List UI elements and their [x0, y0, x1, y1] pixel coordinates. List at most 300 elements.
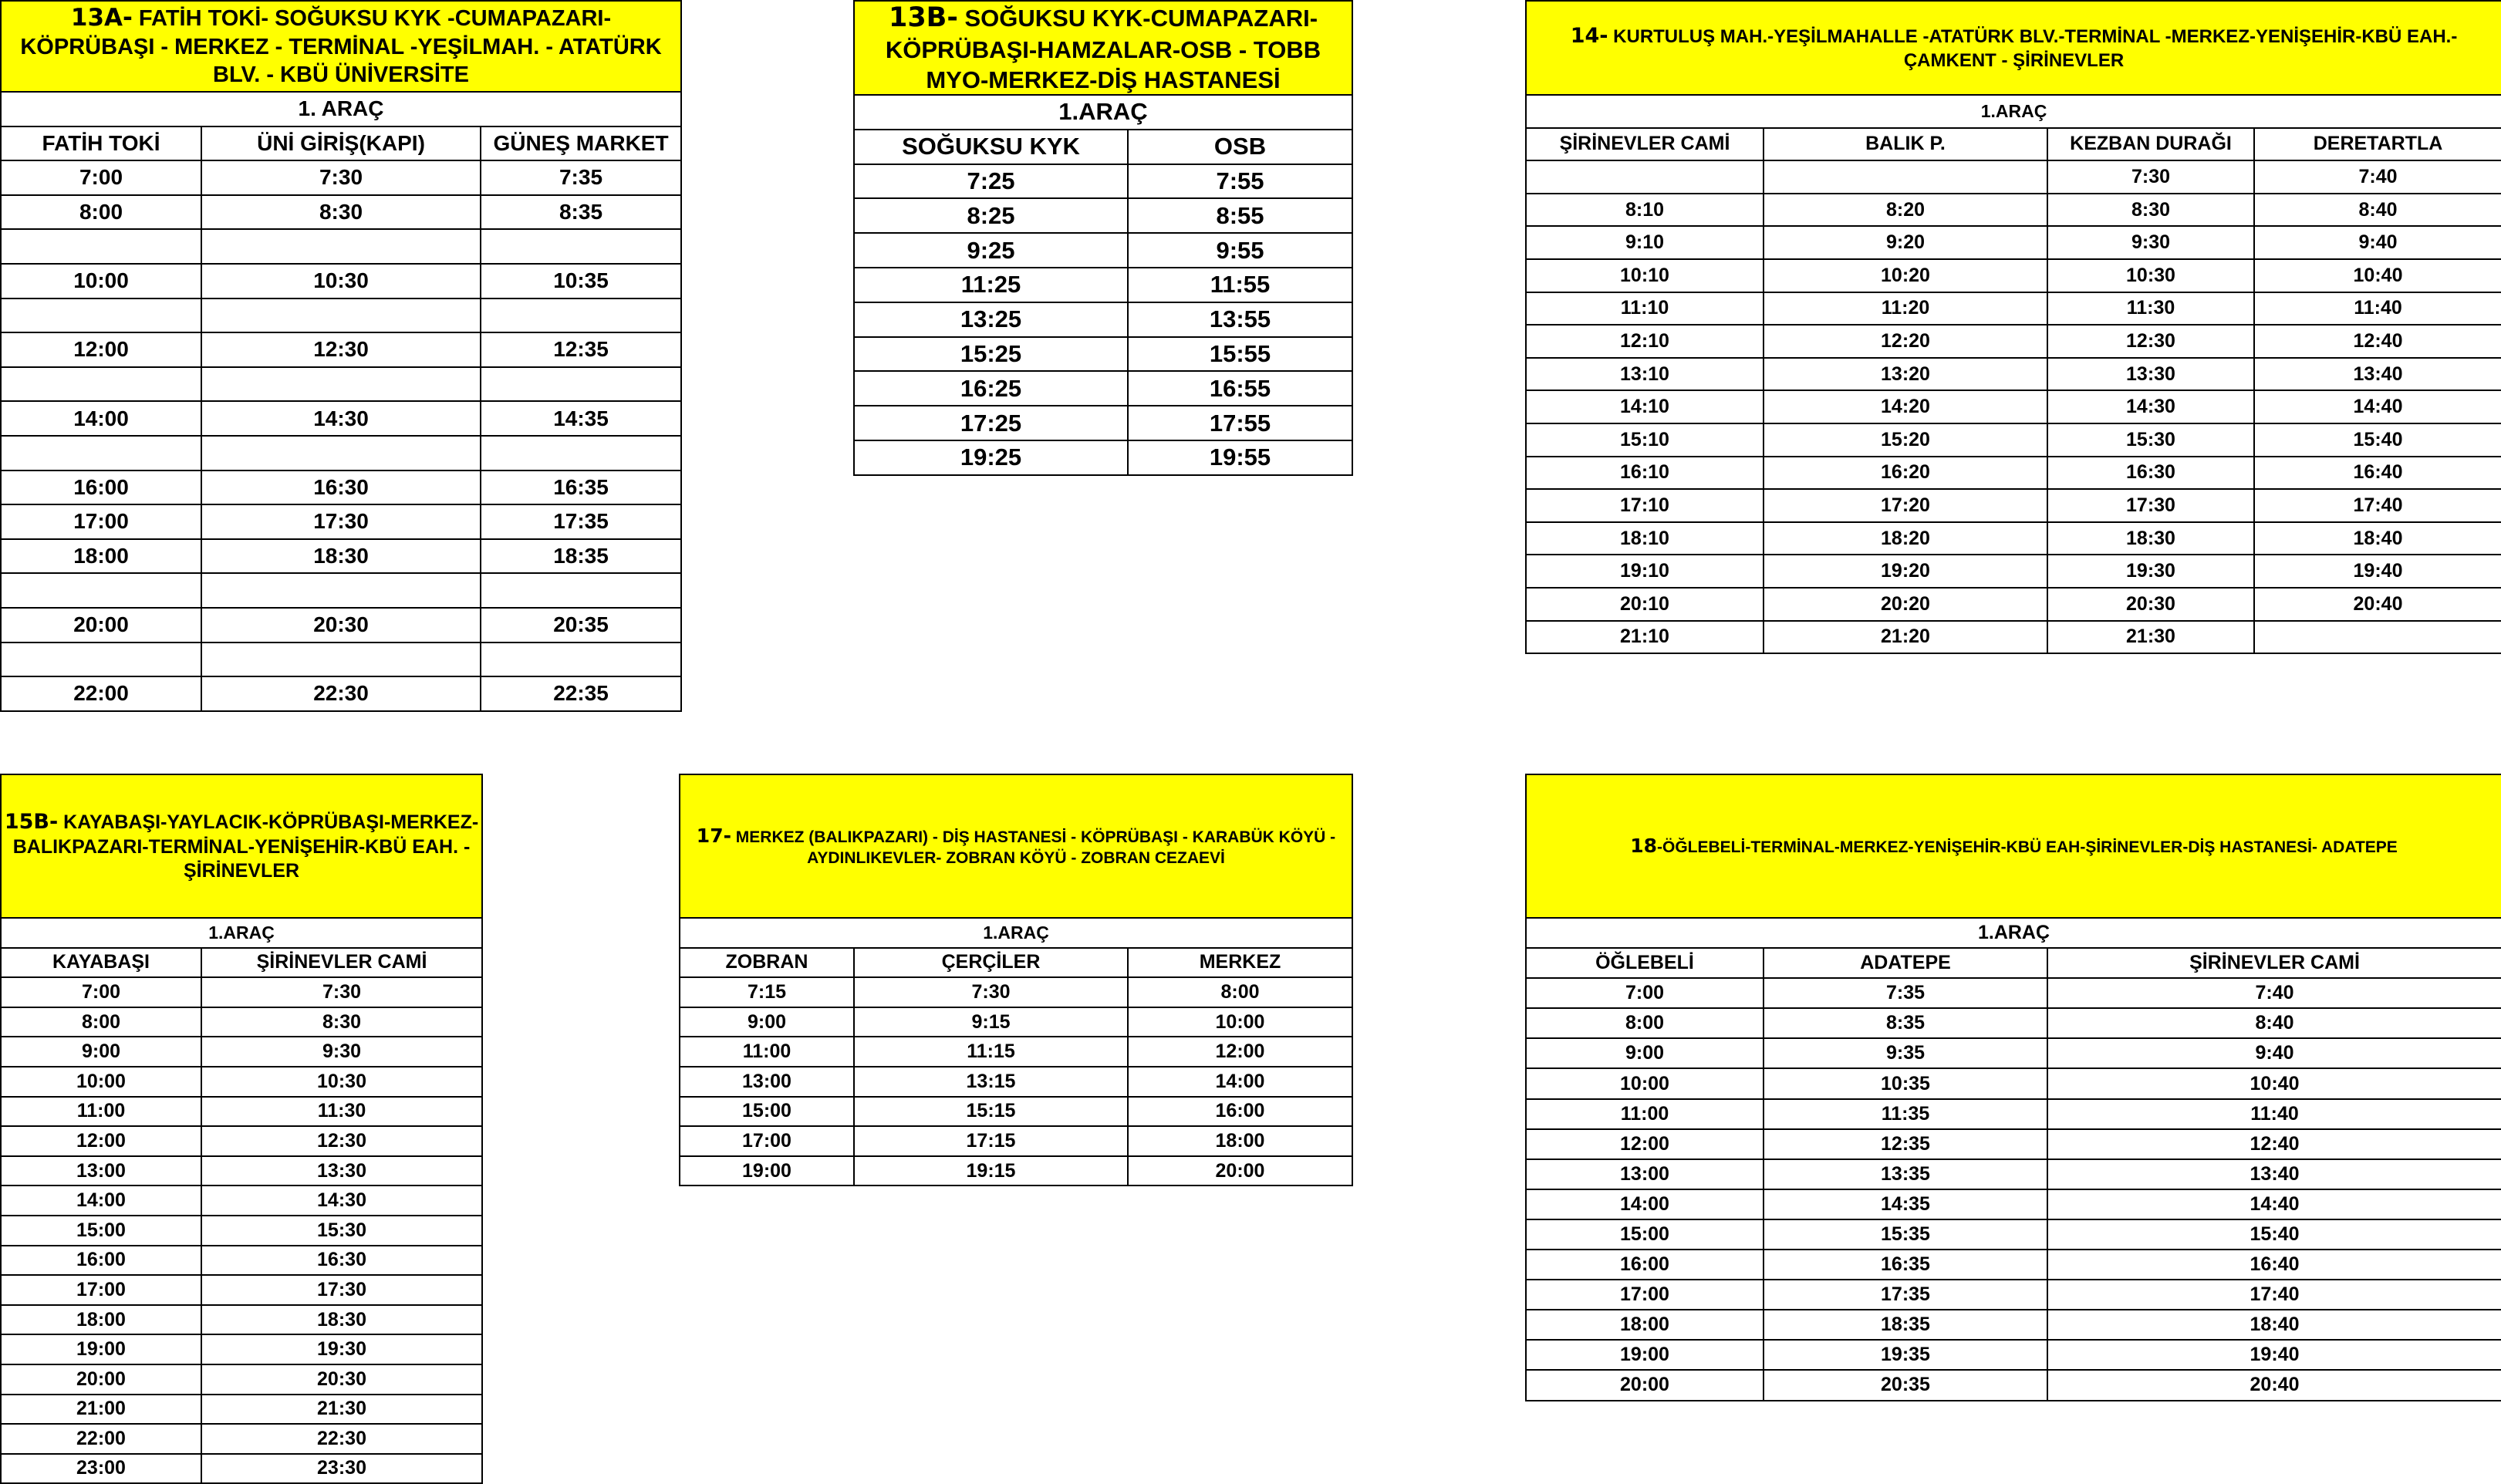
time-cell: 9:30	[2047, 226, 2254, 259]
time-cell: 8:25	[854, 198, 1128, 233]
time-cell	[201, 229, 481, 264]
time-cell: 19:00	[680, 1156, 854, 1186]
time-cell: 7:40	[2047, 978, 2501, 1008]
time-cell	[1, 643, 201, 677]
route-title	[1, 1, 681, 92]
time-cell: 9:25	[854, 233, 1128, 268]
time-cell: 18:30	[201, 539, 481, 574]
table-row	[854, 337, 1352, 372]
time-cell: 21:30	[201, 1395, 482, 1425]
time-cell: 19:30	[201, 1334, 482, 1364]
time-cell: 9:00	[1526, 1038, 1764, 1068]
time-cell: 14:00	[1, 401, 201, 436]
column-header: ÖĞLEBELİ	[1526, 948, 1764, 978]
table-row	[680, 1067, 1352, 1097]
time-cell	[1, 298, 201, 333]
table-row	[854, 406, 1352, 440]
table-row	[1, 298, 681, 333]
route-stops: -ÖĞLEBELİ-TERMİNAL-MERKEZ-YENİŞEHİR-KBÜ EAH-ŞİRİNEVLER-DİŞ HASTANESİ- ADATEPE	[1657, 838, 2398, 857]
time-cell: 13:10	[1526, 358, 1764, 391]
time-cell: 9:00	[1, 1037, 201, 1067]
route-stops: FATİH TOKİ- SOĞUKSU KYK -CUMAPAZARI- KÖPRÜBAŞI - MERKEZ - TERMİNAL -YEŞİLMAH. - ATATÜRK BLV. - KBÜ ÜNİVERSİTE	[20, 6, 662, 88]
schedule-table	[1525, 0, 2501, 654]
time-cell: 16:35	[481, 470, 681, 505]
time-cell: 16:30	[2047, 457, 2254, 490]
table-row	[1, 436, 681, 470]
time-cell: 13:00	[1526, 1159, 1764, 1189]
time-cell: 8:35	[481, 195, 681, 230]
time-cell	[1764, 160, 2047, 194]
time-cell: 13:25	[854, 302, 1128, 337]
table-row	[1526, 522, 2501, 555]
time-cell: 21:30	[2047, 621, 2254, 654]
time-cell: 12:10	[1526, 325, 1764, 358]
time-cell: 12:35	[481, 332, 681, 367]
time-cell: 19:25	[854, 440, 1128, 475]
schedule-13b	[853, 0, 1352, 476]
time-cell: 10:35	[481, 264, 681, 298]
time-cell: 14:35	[1764, 1189, 2047, 1219]
time-cell: 10:00	[1526, 1068, 1764, 1098]
time-cell: 11:10	[1526, 292, 1764, 325]
table-row	[1526, 1219, 2501, 1250]
table-row	[1526, 978, 2501, 1008]
time-cell: 11:30	[201, 1097, 482, 1127]
time-cell: 17:40	[2047, 1280, 2501, 1310]
time-cell: 21:20	[1764, 621, 2047, 654]
time-cell: 17:25	[854, 406, 1128, 440]
column-header: DERETARTLA	[2254, 128, 2501, 161]
time-cell: 8:30	[201, 195, 481, 230]
table-row	[1, 1156, 482, 1186]
time-cell: 13:40	[2047, 1159, 2501, 1189]
time-cell: 11:25	[854, 268, 1128, 302]
route-code: 17-	[696, 825, 731, 848]
time-cell: 20:30	[2047, 588, 2254, 621]
time-cell: 13:35	[1764, 1159, 2047, 1189]
schedule-table	[853, 0, 1353, 476]
time-cell: 11:40	[2254, 292, 2501, 325]
time-cell: 12:00	[1526, 1129, 1764, 1159]
time-cell: 7:30	[201, 977, 482, 1007]
table-row	[1, 1334, 482, 1364]
table-row	[854, 440, 1352, 475]
time-cell: 9:35	[1764, 1038, 2047, 1068]
column-header: BALIK P.	[1764, 128, 2047, 161]
time-cell: 16:20	[1764, 457, 2047, 490]
time-cell	[1, 573, 201, 608]
time-cell: 19:10	[1526, 555, 1764, 588]
time-cell: 18:35	[1764, 1310, 2047, 1340]
time-cell: 15:10	[1526, 423, 1764, 457]
time-cell: 20:40	[2047, 1370, 2501, 1400]
table-row	[1, 1216, 482, 1246]
time-cell: 7:00	[1526, 978, 1764, 1008]
time-cell: 17:30	[2047, 489, 2254, 522]
time-cell: 8:40	[2047, 1008, 2501, 1038]
table-row	[1526, 292, 2501, 325]
time-cell: 9:15	[854, 1007, 1128, 1037]
table-row	[1526, 1250, 2501, 1280]
table-row	[1, 1305, 482, 1335]
column-header: ÜNİ GİRİŞ(KAPI)	[201, 126, 481, 161]
table-row	[854, 164, 1352, 199]
time-cell: 19:55	[1128, 440, 1352, 475]
time-cell: 11:55	[1128, 268, 1352, 302]
time-cell: 7:30	[2047, 160, 2254, 194]
time-cell: 13:00	[680, 1067, 854, 1097]
column-header: KAYABAŞI	[1, 948, 201, 978]
time-cell: 16:10	[1526, 457, 1764, 490]
time-cell: 17:00	[1526, 1280, 1764, 1310]
time-cell: 10:00	[1128, 1007, 1352, 1037]
time-cell: 22:30	[201, 676, 481, 711]
table-row	[680, 977, 1352, 1007]
table-row	[1526, 1008, 2501, 1038]
table-row	[1, 977, 482, 1007]
table-row	[1526, 1099, 2501, 1129]
time-cell: 9:40	[2047, 1038, 2501, 1068]
schedule-15b	[0, 774, 481, 1484]
time-cell: 15:35	[1764, 1219, 2047, 1250]
time-cell: 14:40	[2047, 1189, 2501, 1219]
table-row	[680, 1126, 1352, 1156]
time-cell: 8:00	[1526, 1008, 1764, 1038]
time-cell	[201, 298, 481, 333]
table-row	[1, 1424, 482, 1454]
table-row	[854, 371, 1352, 406]
table-row	[1, 264, 681, 298]
schedule-table	[0, 774, 483, 1484]
time-cell: 12:35	[1764, 1129, 2047, 1159]
time-cell: 16:30	[201, 470, 481, 505]
time-cell: 14:00	[1, 1186, 201, 1216]
time-cell: 13:00	[1, 1156, 201, 1186]
time-cell	[481, 643, 681, 677]
table-row	[1526, 489, 2501, 522]
table-row	[854, 268, 1352, 302]
table-row	[854, 233, 1352, 268]
time-cell: 22:00	[1, 676, 201, 711]
time-cell: 19:30	[2047, 555, 2254, 588]
time-cell: 8:35	[1764, 1008, 2047, 1038]
column-header-row	[1526, 948, 2501, 978]
time-cell: 20:30	[201, 1364, 482, 1395]
time-cell: 11:15	[854, 1037, 1128, 1067]
table-row	[1, 1454, 482, 1484]
time-cell: 14:30	[201, 401, 481, 436]
time-cell: 8:30	[201, 1007, 482, 1037]
time-cell: 20:00	[1, 1364, 201, 1395]
time-cell: 18:00	[1128, 1126, 1352, 1156]
time-cell: 11:30	[2047, 292, 2254, 325]
time-cell: 17:00	[1, 504, 201, 539]
column-header: ADATEPE	[1764, 948, 2047, 978]
time-cell: 10:40	[2254, 259, 2501, 292]
time-cell: 18:10	[1526, 522, 1764, 555]
time-cell: 18:40	[2254, 522, 2501, 555]
time-cell: 16:30	[201, 1246, 482, 1276]
table-row	[854, 302, 1352, 337]
schedule-18	[1525, 774, 2501, 1401]
table-row	[1526, 1038, 2501, 1068]
table-row	[1526, 457, 2501, 490]
time-cell: 7:35	[1764, 978, 2047, 1008]
time-cell: 14:30	[2047, 390, 2254, 423]
time-cell: 18:00	[1, 1305, 201, 1335]
table-row	[1, 1037, 482, 1067]
column-header: FATİH TOKİ	[1, 126, 201, 161]
time-cell: 15:55	[1128, 337, 1352, 372]
time-cell: 20:00	[1128, 1156, 1352, 1186]
time-cell: 8:10	[1526, 194, 1764, 227]
route-stops: MERKEZ (BALIKPAZARI) - DİŞ HASTANESİ - KÖPRÜBAŞI - KARABÜK KÖYÜ - AYDINLIKEVLER- ZOBRAN KÖYÜ - ZOBRAN CEZAEVİ	[731, 828, 1336, 867]
route-title	[1526, 1, 2501, 95]
time-cell: 16:00	[1, 1246, 201, 1276]
time-cell: 20:00	[1, 608, 201, 643]
table-row	[1526, 1340, 2501, 1370]
table-row	[1526, 259, 2501, 292]
time-cell: 17:00	[680, 1126, 854, 1156]
time-cell: 11:20	[1764, 292, 2047, 325]
route-code: 18	[1630, 835, 1658, 858]
time-cell: 16:40	[2254, 457, 2501, 490]
table-row	[1, 195, 681, 230]
time-cell	[1, 436, 201, 470]
time-cell: 12:00	[1, 1126, 201, 1156]
schedule-13a	[0, 0, 680, 712]
table-row	[1526, 194, 2501, 227]
table-row	[1526, 390, 2501, 423]
route-stops: KAYABAŞI-YAYLACIK-KÖPRÜBAŞI-MERKEZ-BALIKPAZARI-TERMİNAL-YENİŞEHİR-KBÜ EAH. - ŞİRİNEVLER	[12, 811, 479, 882]
table-row	[1, 1126, 482, 1156]
table-row	[1, 608, 681, 643]
time-cell: 12:40	[2047, 1129, 2501, 1159]
time-cell: 16:00	[1526, 1250, 1764, 1280]
route-code: 13A-	[70, 4, 133, 32]
table-row	[1526, 160, 2501, 194]
time-cell: 17:10	[1526, 489, 1764, 522]
table-row	[1526, 1129, 2501, 1159]
table-row	[1526, 555, 2501, 588]
route-stops: KURTULUŞ MAH.-YEŞİLMAHALLE -ATATÜRK BLV.-TERMİNAL -MERKEZ-YENİŞEHİR-KBÜ EAH.-ÇAMKENT - ŞİRİNEVLER	[1608, 26, 2458, 71]
time-cell	[2254, 621, 2501, 654]
time-cell: 14:20	[1764, 390, 2047, 423]
time-cell: 15:00	[1526, 1219, 1764, 1250]
table-row	[1, 676, 681, 711]
time-cell	[1526, 160, 1764, 194]
table-row	[1, 367, 681, 402]
table-row	[1, 1067, 482, 1097]
time-cell: 9:20	[1764, 226, 2047, 259]
table-row	[1526, 1280, 2501, 1310]
time-cell: 10:30	[201, 1067, 482, 1097]
schedule-table	[679, 774, 1353, 1186]
column-header: GÜNEŞ MARKET	[481, 126, 681, 161]
table-row	[680, 1156, 1352, 1186]
time-cell: 23:00	[1, 1454, 201, 1484]
table-row	[1526, 1370, 2501, 1400]
time-cell: 20:10	[1526, 588, 1764, 621]
time-cell: 18:35	[481, 539, 681, 574]
route-title	[1526, 774, 2501, 918]
table-row	[1, 539, 681, 574]
time-cell: 17:35	[481, 504, 681, 539]
time-cell: 14:30	[201, 1186, 482, 1216]
table-row	[680, 1037, 1352, 1067]
time-cell: 14:10	[1526, 390, 1764, 423]
time-cell: 12:30	[201, 332, 481, 367]
time-cell: 17:15	[854, 1126, 1128, 1156]
time-cell: 17:30	[201, 504, 481, 539]
time-cell: 8:30	[2047, 194, 2254, 227]
time-cell: 12:20	[1764, 325, 2047, 358]
time-cell: 13:40	[2254, 358, 2501, 391]
time-cell: 14:35	[481, 401, 681, 436]
time-cell	[481, 436, 681, 470]
time-cell: 14:00	[1526, 1189, 1764, 1219]
column-header-row	[1, 948, 482, 978]
time-cell: 19:20	[1764, 555, 2047, 588]
time-cell	[201, 436, 481, 470]
time-cell: 20:40	[2254, 588, 2501, 621]
time-cell: 12:40	[2254, 325, 2501, 358]
route-code: 15B-	[4, 809, 59, 834]
time-cell: 13:55	[1128, 302, 1352, 337]
table-row	[1526, 1310, 2501, 1340]
route-title	[1, 774, 482, 918]
time-cell: 15:40	[2254, 423, 2501, 457]
column-header-row	[1, 126, 681, 161]
time-cell	[1, 229, 201, 264]
table-row	[1, 229, 681, 264]
time-cell: 13:15	[854, 1067, 1128, 1097]
time-cell: 15:25	[854, 337, 1128, 372]
time-cell	[201, 643, 481, 677]
time-cell: 21:00	[1, 1395, 201, 1425]
vehicle-label: 1.ARAÇ	[1526, 95, 2501, 128]
table-row	[1526, 226, 2501, 259]
table-row	[1, 1275, 482, 1305]
time-cell: 15:20	[1764, 423, 2047, 457]
column-header: MERKEZ	[1128, 948, 1352, 978]
table-row	[1526, 621, 2501, 654]
table-row	[1, 1007, 482, 1037]
column-header-row	[680, 948, 1352, 978]
table-row	[1526, 1159, 2501, 1189]
time-cell: 7:25	[854, 164, 1128, 199]
time-cell: 19:15	[854, 1156, 1128, 1186]
time-cell: 21:10	[1526, 621, 1764, 654]
time-cell	[481, 367, 681, 402]
table-row	[1526, 423, 2501, 457]
time-cell: 17:55	[1128, 406, 1352, 440]
route-code: 14-	[1570, 24, 1608, 49]
time-cell: 12:30	[2047, 325, 2254, 358]
time-cell: 18:00	[1526, 1310, 1764, 1340]
table-row	[680, 1007, 1352, 1037]
time-cell: 15:40	[2047, 1219, 2501, 1250]
time-cell: 19:40	[2047, 1340, 2501, 1370]
time-cell: 10:00	[1, 264, 201, 298]
table-row	[1, 332, 681, 367]
time-cell: 10:00	[1, 1067, 201, 1097]
time-cell: 10:30	[2047, 259, 2254, 292]
time-cell: 15:15	[854, 1097, 1128, 1127]
table-row	[1526, 1189, 2501, 1219]
time-cell: 14:40	[2254, 390, 2501, 423]
time-cell: 16:55	[1128, 371, 1352, 406]
schedule-table	[1525, 774, 2501, 1401]
time-cell: 8:00	[1128, 977, 1352, 1007]
time-cell: 11:35	[1764, 1099, 2047, 1129]
vehicle-label: 1.ARAÇ	[680, 918, 1352, 948]
time-cell: 19:40	[2254, 555, 2501, 588]
table-row	[1, 1186, 482, 1216]
time-cell: 19:00	[1526, 1340, 1764, 1370]
time-cell: 16:00	[1, 470, 201, 505]
time-cell: 9:00	[680, 1007, 854, 1037]
time-cell	[481, 298, 681, 333]
time-cell: 18:20	[1764, 522, 2047, 555]
table-row	[1, 1246, 482, 1276]
time-cell: 18:00	[1, 539, 201, 574]
time-cell: 17:30	[201, 1275, 482, 1305]
column-header: ŞİRİNEVLER CAMİ	[2047, 948, 2501, 978]
time-cell: 19:00	[1, 1334, 201, 1364]
table-row	[1, 1097, 482, 1127]
time-cell: 11:00	[1, 1097, 201, 1127]
schedule-17	[679, 774, 1352, 1186]
time-cell: 7:30	[854, 977, 1128, 1007]
time-cell	[481, 229, 681, 264]
time-cell: 19:35	[1764, 1340, 2047, 1370]
column-header: OSB	[1128, 130, 1352, 164]
table-row	[1, 573, 681, 608]
table-row	[1526, 358, 2501, 391]
time-cell: 20:00	[1526, 1370, 1764, 1400]
vehicle-label: 1.ARAÇ	[1, 918, 482, 948]
time-cell: 9:40	[2254, 226, 2501, 259]
time-cell: 10:10	[1526, 259, 1764, 292]
time-cell: 20:35	[481, 608, 681, 643]
time-cell: 8:00	[1, 195, 201, 230]
time-cell: 23:30	[201, 1454, 482, 1484]
time-cell: 22:00	[1, 1424, 201, 1454]
time-cell: 15:00	[680, 1097, 854, 1127]
column-header: SOĞUKSU KYK	[854, 130, 1128, 164]
table-row	[1, 1395, 482, 1425]
time-cell: 7:30	[201, 160, 481, 195]
time-cell: 12:00	[1128, 1037, 1352, 1067]
time-cell: 13:30	[2047, 358, 2254, 391]
time-cell: 9:30	[201, 1037, 482, 1067]
table-row	[1, 643, 681, 677]
time-cell: 17:35	[1764, 1280, 2047, 1310]
vehicle-label: 1.ARAÇ	[1526, 918, 2501, 948]
time-cell: 20:35	[1764, 1370, 2047, 1400]
time-cell: 10:35	[1764, 1068, 2047, 1098]
column-header: ÇERÇİLER	[854, 948, 1128, 978]
time-cell: 7:35	[481, 160, 681, 195]
time-cell: 22:30	[201, 1424, 482, 1454]
time-cell: 9:10	[1526, 226, 1764, 259]
schedule-table	[0, 0, 682, 712]
time-cell: 7:15	[680, 977, 854, 1007]
time-cell: 12:00	[1, 332, 201, 367]
time-cell: 18:30	[201, 1305, 482, 1335]
time-cell	[1, 367, 201, 402]
